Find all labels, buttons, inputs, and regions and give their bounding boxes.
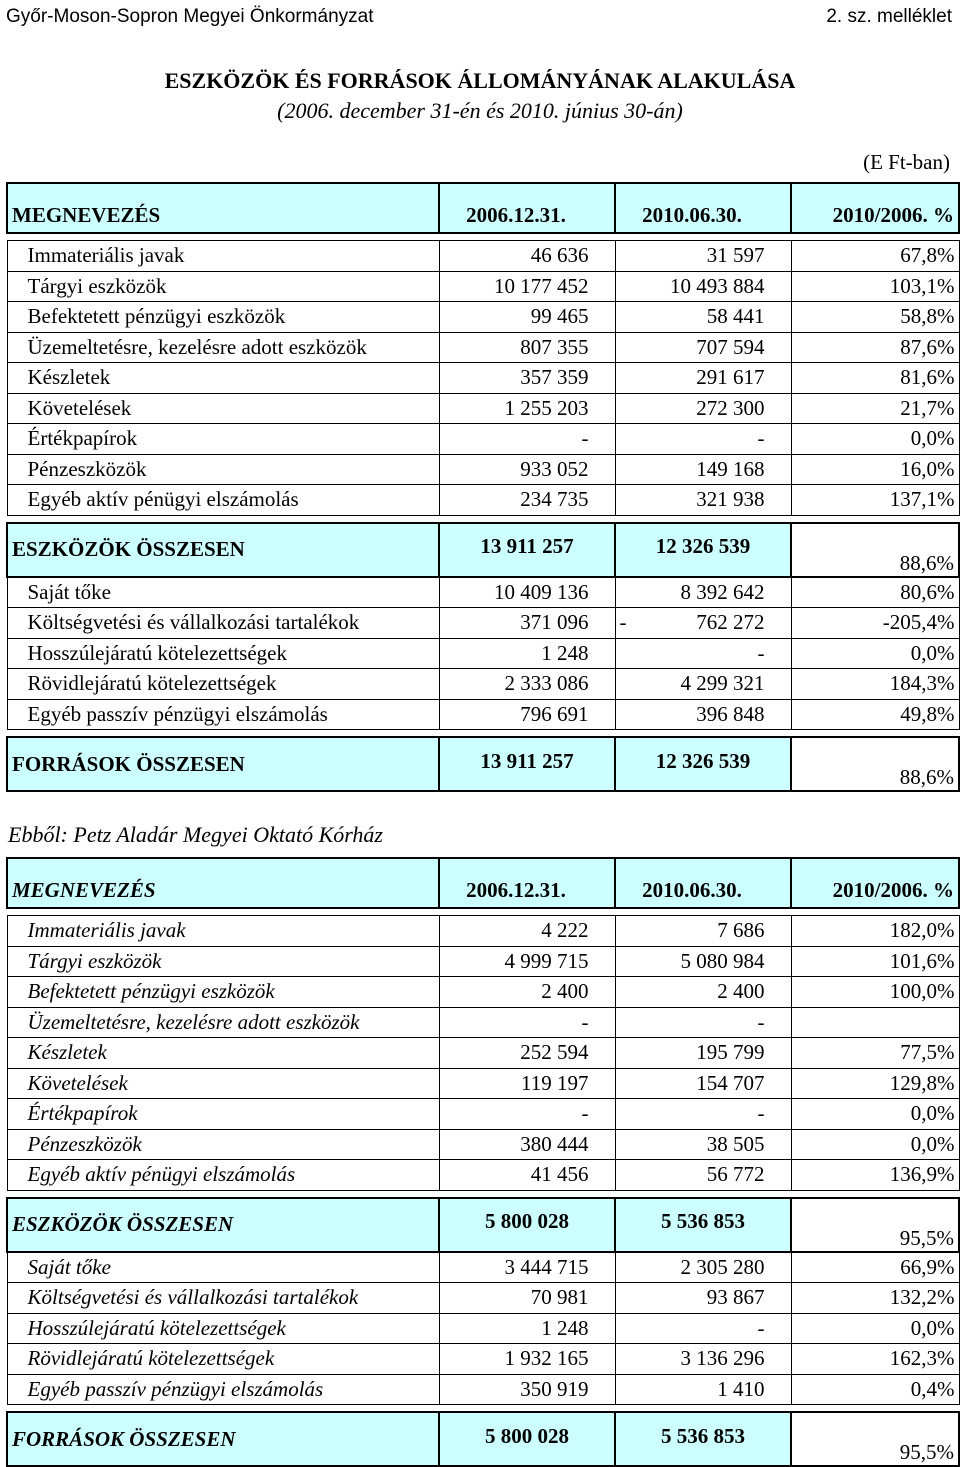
value-2010-text: - <box>757 426 765 451</box>
value-2010-text: 93 867 <box>706 1285 765 1310</box>
row-label: Tárgyi eszközök <box>7 946 439 977</box>
row-label: Tárgyi eszközök <box>7 271 439 302</box>
table-row <box>7 1099 959 1130</box>
value-2006: 350 919 <box>439 1374 615 1405</box>
table-row <box>7 485 959 516</box>
value-ratio: 81,6% <box>791 363 959 394</box>
value-2010-text: 38 505 <box>706 1131 765 1156</box>
value-2010-text: 56 772 <box>706 1162 765 1187</box>
value-ratio: 0,4% <box>791 1374 959 1405</box>
value-2010 <box>615 241 791 272</box>
value-2010-text: 3 136 296 <box>680 1346 765 1371</box>
row-label: Hosszúlejáratú kötelezettségek <box>7 1313 439 1344</box>
value-ratio: -205,4% <box>791 608 959 639</box>
row-label: Rövidlejáratú kötelezettségek <box>7 669 439 700</box>
value-2010 <box>615 302 791 333</box>
row-label: Költségvetési és vállalkozási tartalékok <box>7 1283 439 1314</box>
value-ratio: 0,0% <box>791 1099 959 1130</box>
value-2010-text: 8 392 642 <box>680 579 765 604</box>
value-ratio: 87,6% <box>791 332 959 363</box>
value-ratio: 80,6% <box>791 577 959 608</box>
column-header-ratio: 2010/2006. % <box>791 183 959 233</box>
row-label: Hosszúlejáratú kötelezettségek <box>7 638 439 669</box>
total-label: ESZKÖZÖK ÖSSZESEN <box>7 523 439 577</box>
row-label: Üzemeltetésre, kezelésre adott eszközök <box>7 332 439 363</box>
table-row <box>7 332 959 363</box>
value-2010 <box>615 977 791 1008</box>
total-label: FORRÁSOK ÖSSZESEN <box>7 1412 439 1466</box>
value-2010-text: 58 441 <box>706 304 765 329</box>
total-2006: 13 911 257 <box>439 523 615 577</box>
value-2010 <box>615 608 791 639</box>
total-2006: 13 911 257 <box>439 737 615 791</box>
assets-total-row <box>7 523 959 577</box>
assets-total-row <box>7 1198 959 1252</box>
value-ratio: 101,6% <box>791 946 959 977</box>
table-row <box>7 241 959 272</box>
page-title: ESZKÖZÖK ÉS FORRÁSOK ÁLLOMÁNYÁNAK ALAKULÁSA <box>164 68 796 93</box>
value-2006: 2 333 086 <box>439 669 615 700</box>
value-2006: - <box>439 424 615 455</box>
row-label: Költségvetési és vállalkozási tartalékok <box>7 608 439 639</box>
column-header-name: MEGNEVEZÉS <box>7 183 439 233</box>
value-2006: 234 735 <box>439 485 615 516</box>
value-2006: 4 999 715 <box>439 946 615 977</box>
table-row <box>7 916 959 947</box>
row-label: Befektetett pénzügyi eszközök <box>7 977 439 1008</box>
value-2010-text: 396 848 <box>696 701 765 726</box>
total-2010: 5 536 853 <box>615 1198 791 1252</box>
value-ratio: 0,0% <box>791 1129 959 1160</box>
table-row <box>7 454 959 485</box>
value-ratio: 67,8% <box>791 241 959 272</box>
balance-table-hospital <box>6 857 960 1467</box>
value-2010-text: - <box>757 1101 765 1126</box>
value-2010-text: - <box>757 1009 765 1034</box>
table-row <box>7 1283 959 1314</box>
table-row <box>7 393 959 424</box>
column-header-2006: 2006.12.31. <box>439 858 615 908</box>
value-2010-text: 5 080 984 <box>680 948 765 973</box>
row-label: Készletek <box>7 1038 439 1069</box>
row-label: Saját tőke <box>7 1252 439 1283</box>
value-ratio: 58,8% <box>791 302 959 333</box>
hospital-section-title: Ebből: Petz Aladár Megyei Oktató Kórház <box>8 822 383 847</box>
column-header-name: MEGNEVEZÉS <box>7 858 439 908</box>
value-ratio: 49,8% <box>791 699 959 730</box>
value-2006: 46 636 <box>439 241 615 272</box>
value-2006: 4 222 <box>439 916 615 947</box>
value-2006: 10 177 452 <box>439 271 615 302</box>
table-row <box>7 946 959 977</box>
value-2010 <box>615 1252 791 1283</box>
value-ratio: 66,9% <box>791 1252 959 1283</box>
value-2006: 1 932 165 <box>439 1344 615 1375</box>
value-2010 <box>615 363 791 394</box>
table-header-row <box>7 858 959 908</box>
total-2010: 12 326 539 <box>615 523 791 577</box>
value-2010-text: 2 305 280 <box>680 1254 765 1279</box>
total-label: FORRÁSOK ÖSSZESEN <box>7 737 439 791</box>
table-row <box>7 638 959 669</box>
value-2010 <box>615 669 791 700</box>
value-2010 <box>615 1374 791 1405</box>
value-ratio: 129,8% <box>791 1068 959 1099</box>
value-2010-text: 1 410 <box>717 1376 765 1401</box>
value-ratio <box>791 1007 959 1038</box>
value-2010-text: 31 597 <box>706 243 765 268</box>
value-ratio: 77,5% <box>791 1038 959 1069</box>
value-2006: 807 355 <box>439 332 615 363</box>
value-2010-text: 7 686 <box>717 918 765 943</box>
value-2010-text: - <box>757 640 765 665</box>
row-label: Immateriális javak <box>7 241 439 272</box>
value-2010-text: 10 493 884 <box>670 273 765 298</box>
value-2006: 1 248 <box>439 1313 615 1344</box>
value-ratio: 100,0% <box>791 977 959 1008</box>
value-2010-text: 4 299 321 <box>680 671 765 696</box>
table-row <box>7 271 959 302</box>
total-label: ESZKÖZÖK ÖSSZESEN <box>7 1198 439 1252</box>
row-label: Befektetett pénzügyi eszközök <box>7 302 439 333</box>
row-label: Pénzeszközök <box>7 1129 439 1160</box>
value-2010-text: - <box>757 1315 765 1340</box>
value-2006: 119 197 <box>439 1068 615 1099</box>
total-2006: 5 800 028 <box>439 1412 615 1466</box>
value-2006: - <box>439 1099 615 1130</box>
value-2010-text: 272 300 <box>696 395 765 420</box>
value-ratio: 21,7% <box>791 393 959 424</box>
value-2010-text: 195 799 <box>696 1040 765 1065</box>
value-2006: 371 096 <box>439 608 615 639</box>
table-row <box>7 1129 959 1160</box>
row-label: Rövidlejáratú kötelezettségek <box>7 1344 439 1375</box>
value-2006: 10 409 136 <box>439 577 615 608</box>
value-2010 <box>615 577 791 608</box>
table-row <box>7 1068 959 1099</box>
value-2010 <box>615 332 791 363</box>
table-row <box>7 699 959 730</box>
value-2010-text: 321 938 <box>696 487 765 512</box>
liabilities-total-row <box>7 737 959 791</box>
table-row <box>7 363 959 394</box>
value-ratio: 16,0% <box>791 454 959 485</box>
value-2006: 380 444 <box>439 1129 615 1160</box>
value-2006: 3 444 715 <box>439 1252 615 1283</box>
total-ratio: 95,5% <box>791 1412 959 1466</box>
total-2010: 5 536 853 <box>615 1412 791 1466</box>
value-2010 <box>615 1068 791 1099</box>
value-2006: 1 248 <box>439 638 615 669</box>
value-2006: 41 456 <box>439 1160 615 1191</box>
total-2010: 12 326 539 <box>615 737 791 791</box>
value-2006: 933 052 <box>439 454 615 485</box>
value-2006: 2 400 <box>439 977 615 1008</box>
value-2010 <box>615 916 791 947</box>
table-header-row <box>7 183 959 233</box>
value-2010-text: 762 272 <box>696 610 765 635</box>
value-ratio: 184,3% <box>791 669 959 700</box>
table-row <box>7 1038 959 1069</box>
table-row <box>7 302 959 333</box>
row-label: Értékpapírok <box>7 1099 439 1130</box>
column-header-2010: 2010.06.30. <box>615 183 791 233</box>
row-label: Egyéb aktív pénügyi elszámolás <box>7 1160 439 1191</box>
total-ratio: 95,5% <box>791 1198 959 1252</box>
table-row <box>7 424 959 455</box>
value-2010 <box>615 1283 791 1314</box>
row-label: Egyéb passzív pénzügyi elszámolás <box>7 1374 439 1405</box>
liabilities-total-row <box>7 1412 959 1466</box>
total-ratio: 88,6% <box>791 523 959 577</box>
column-header-2006: 2006.12.31. <box>439 183 615 233</box>
organization-name: Győr-Moson-Sopron Megyei Önkormányzat <box>6 6 374 27</box>
total-ratio: 88,6% <box>791 737 959 791</box>
row-label: Követelések <box>7 393 439 424</box>
row-label: Egyéb passzív pénzügyi elszámolás <box>7 699 439 730</box>
table-row <box>7 1374 959 1405</box>
value-2010 <box>615 638 791 669</box>
table-row <box>7 1344 959 1375</box>
value-2010-text: 707 594 <box>696 334 765 359</box>
value-2006: 70 981 <box>439 1283 615 1314</box>
balance-table-county <box>6 182 960 792</box>
table-row <box>7 608 959 639</box>
row-label: Immateriális javak <box>7 916 439 947</box>
negative-sign: - <box>619 610 627 635</box>
value-ratio: 162,3% <box>791 1344 959 1375</box>
value-2010-text: 154 707 <box>696 1070 765 1095</box>
value-2006: 1 255 203 <box>439 393 615 424</box>
table-row <box>7 1160 959 1191</box>
value-2010 <box>615 1344 791 1375</box>
value-2010 <box>615 454 791 485</box>
value-ratio: 182,0% <box>791 916 959 947</box>
value-2010 <box>615 1007 791 1038</box>
table-row <box>7 1313 959 1344</box>
row-label: Értékpapírok <box>7 424 439 455</box>
unit-label: (E Ft-ban) <box>863 150 950 174</box>
value-2010 <box>615 946 791 977</box>
value-2006: 252 594 <box>439 1038 615 1069</box>
row-label: Pénzeszközök <box>7 454 439 485</box>
table-row <box>7 1007 959 1038</box>
value-2010 <box>615 1160 791 1191</box>
table-row <box>7 669 959 700</box>
column-header-ratio: 2010/2006. % <box>791 858 959 908</box>
value-2010 <box>615 485 791 516</box>
value-2010 <box>615 1038 791 1069</box>
page-subtitle: (2006. december 31-én és 2010. június 30-án) <box>277 98 683 123</box>
row-label: Üzemeltetésre, kezelésre adott eszközök <box>7 1007 439 1038</box>
value-2006: 796 691 <box>439 699 615 730</box>
table-row <box>7 1252 959 1283</box>
row-label: Követelések <box>7 1068 439 1099</box>
value-ratio: 137,1% <box>791 485 959 516</box>
value-2006: - <box>439 1007 615 1038</box>
value-2010-text: 291 617 <box>696 365 765 390</box>
value-2010-text: 2 400 <box>717 979 765 1004</box>
value-ratio: 0,0% <box>791 424 959 455</box>
value-2010 <box>615 271 791 302</box>
row-label: Egyéb aktív pénügyi elszámolás <box>7 485 439 516</box>
value-2010 <box>615 1099 791 1130</box>
table-row <box>7 977 959 1008</box>
value-ratio: 136,9% <box>791 1160 959 1191</box>
value-2010 <box>615 699 791 730</box>
value-ratio: 0,0% <box>791 638 959 669</box>
annex-label: 2. sz. melléklet <box>826 6 952 27</box>
value-2006: 357 359 <box>439 363 615 394</box>
value-2010 <box>615 393 791 424</box>
row-label: Készletek <box>7 363 439 394</box>
table-row <box>7 577 959 608</box>
column-header-2010: 2010.06.30. <box>615 858 791 908</box>
row-label: Saját tőke <box>7 577 439 608</box>
value-2010 <box>615 1313 791 1344</box>
total-2006: 5 800 028 <box>439 1198 615 1252</box>
value-2010 <box>615 1129 791 1160</box>
value-2010-text: 149 168 <box>696 456 765 481</box>
value-ratio: 0,0% <box>791 1313 959 1344</box>
value-2006: 99 465 <box>439 302 615 333</box>
value-ratio: 103,1% <box>791 271 959 302</box>
value-2010 <box>615 424 791 455</box>
value-ratio: 132,2% <box>791 1283 959 1314</box>
